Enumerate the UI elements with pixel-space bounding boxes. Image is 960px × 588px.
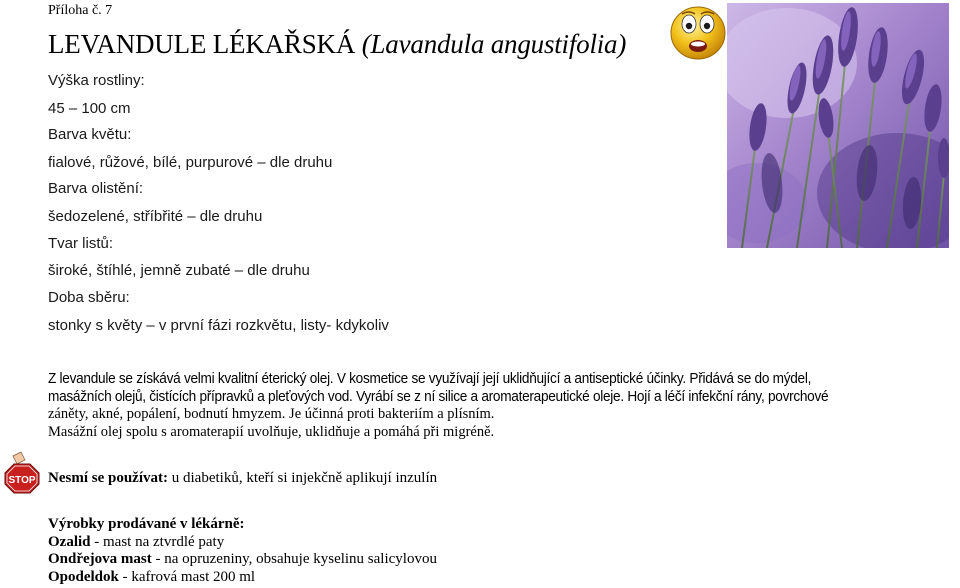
list-item: [48, 534, 437, 552]
product-name: Ozalid: [48, 533, 91, 550]
product-name: Ondřejova mast: [48, 551, 152, 567]
lavender-photo: [727, 3, 949, 248]
field-value-harvest-time: stonky s květy – v první fázi rozkvětu, listy- kdykoliv: [48, 317, 389, 334]
description-line: záněty, akné, popálení, bodnutí hmyzem. Je účinná proti bakteriím a plísním.: [48, 406, 495, 422]
field-label-flower-color: Barva květu:: [48, 126, 132, 143]
product-desc: - mast na ztvrdlé paty: [90, 533, 225, 550]
warning-label: Nesmí se používat:: [48, 470, 168, 486]
page-title: [48, 29, 626, 60]
field-value-flower-color: fialové, růžové, bílé, purpurové – dle druhu: [48, 154, 333, 171]
field-value-foliage-color: šedozelené, stříbřité – dle druhu: [48, 208, 263, 225]
list-item: [48, 551, 437, 569]
title-latin: (Lavandula angustifolia): [361, 29, 627, 59]
description-line: Masážní olej spolu s aromaterapií uvolňuje, uklidňuje a pomáhá při migréně.: [48, 423, 495, 440]
annex-label: Příloha č. 7: [48, 3, 113, 18]
field-label-leaf-shape: Tvar listů:: [48, 235, 114, 252]
title-main: LEVANDULE LÉKAŘSKÁ: [48, 29, 356, 59]
product-name: Opodeldok: [48, 568, 119, 585]
field-label-height: Výška rostliny:: [48, 72, 145, 89]
list-item: [48, 569, 437, 587]
warning-line: [48, 470, 437, 487]
description-paragraph: [48, 371, 960, 441]
product-desc: - kafrová mast 200 ml: [118, 568, 256, 585]
field-label-harvest-time: Doba sběru:: [48, 289, 130, 306]
stop-sign-text: STOP: [8, 475, 36, 486]
product-desc: - na opruzeniny, obsahuje kyselinu salicylovou: [151, 551, 437, 567]
products-list: [48, 516, 437, 586]
field-value-leaf-shape: široké, štíhlé, jemně zubaté – dle druhu: [48, 262, 310, 279]
warning-text: u diabetiků, kteří si injekčně aplikují inzulín: [168, 470, 438, 486]
description-line: masážních olejů, čistících přípravků a pleťových vod. Vyrábí se z ní silice a aromaterapeutické oleje. Hojí a léčí infekční rány, povrchové: [48, 388, 829, 405]
field-value-height: 45 – 100 cm: [48, 100, 131, 117]
smiley-face-icon: [668, 4, 728, 60]
field-label-foliage-color: Barva olistění:: [48, 180, 144, 197]
products-heading: Výrobky prodávané v lékárně:: [48, 516, 245, 532]
description-line: Z levandule se získává velmi kvalitní éterický olej. V kosmetice se využívají její uklidňující a antiseptické účinky. Přidává se do mýdel,: [48, 371, 812, 387]
stop-sign-icon: [3, 450, 41, 494]
